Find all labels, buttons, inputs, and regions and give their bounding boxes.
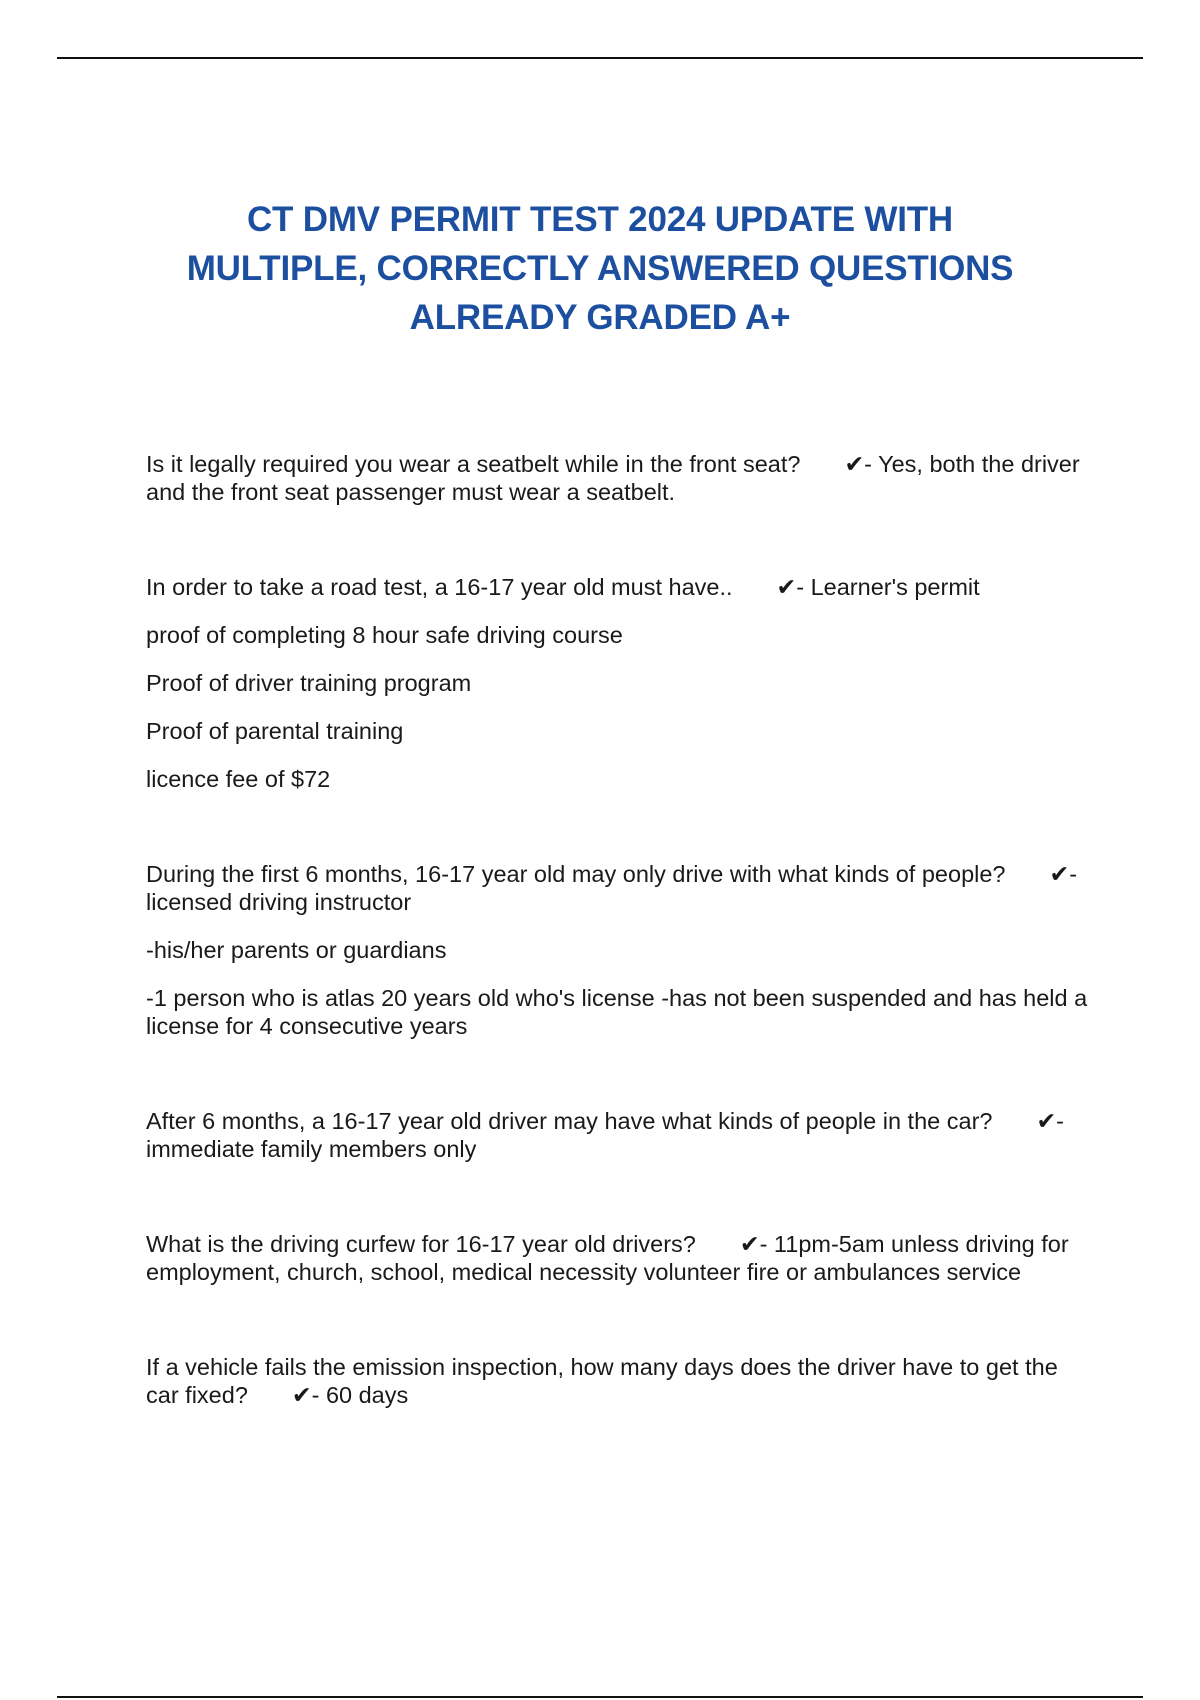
answer-extra-line: -1 person who is atlas 20 years old who's license -has not been suspended and has held a license for 4 consecutive years (146, 985, 1088, 1039)
title-line-3: ALREADY GRADED A+ (409, 298, 791, 337)
question-text: Is it legally required you wear a seatbelt while in the front seat? (146, 451, 801, 477)
question-text: If a vehicle fails the emission inspection, how many days does the driver have to get the car fixed? (146, 1354, 1058, 1408)
qa-item (146, 860, 1096, 1040)
qa-item (146, 1107, 1096, 1163)
check-mark-icon: ✔ (1036, 1108, 1057, 1134)
answer-extra-line: Proof of driver training program (146, 670, 472, 696)
qa-item (146, 573, 1096, 793)
answer-text: - 11pm-5am unless driving for employment, church, school, medical necessity volunteer fire or ambulances service (146, 1231, 1069, 1285)
check-mark-icon: ✔ (844, 451, 865, 477)
question-text: What is the driving curfew for 16-17 year old drivers? (146, 1231, 696, 1257)
qa-item (146, 450, 1096, 506)
answer-text: - immediate family members only (146, 1108, 1064, 1162)
title-line-2: MULTIPLE, CORRECTLY ANSWERED QUESTIONS (186, 249, 1014, 288)
check-mark-icon: ✔ (1049, 861, 1070, 887)
question-text: During the first 6 months, 16-17 year old may only drive with what kinds of people? (146, 861, 1006, 887)
check-mark-icon: ✔ (739, 1231, 760, 1257)
document-title (100, 195, 1100, 342)
question-text: In order to take a road test, a 16-17 year old must have.. (146, 574, 733, 600)
top-rule (57, 57, 1143, 59)
question-text: After 6 months, a 16-17 year old driver may have what kinds of people in the car? (146, 1108, 993, 1134)
title-line-1: CT DMV PERMIT TEST 2024 UPDATE WITH (246, 200, 954, 239)
answer-text: - 60 days (311, 1382, 409, 1408)
answer-text: - licensed driving instructor (146, 861, 1078, 915)
answer-extra-line: Proof of parental training (146, 718, 404, 744)
qa-item (146, 1230, 1096, 1286)
bottom-rule (57, 1696, 1143, 1698)
qa-list (146, 450, 1096, 1409)
answer-extra-line: -his/her parents or guardians (146, 937, 447, 963)
answer-extra-line: proof of completing 8 hour safe driving course (146, 622, 623, 648)
check-mark-icon: ✔ (291, 1382, 312, 1408)
check-mark-icon: ✔ (776, 574, 797, 600)
answer-text: - Yes, both the driver and the front seat passenger must wear a seatbelt. (146, 451, 1080, 505)
answer-extra-line: licence fee of $72 (146, 766, 331, 792)
answer-text: - Learner's permit (796, 574, 980, 600)
qa-item (146, 1353, 1096, 1409)
